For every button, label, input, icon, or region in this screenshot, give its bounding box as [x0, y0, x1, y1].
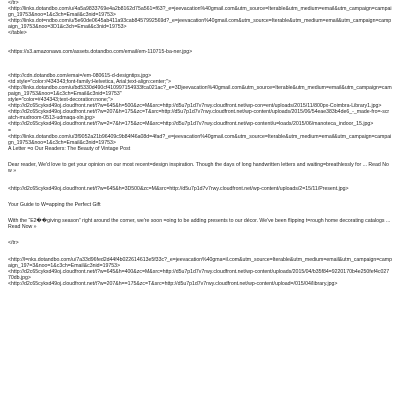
text-line: </table>	[8, 30, 27, 37]
text-line: style="color=#434343;text-decoration:none;">	[8, 97, 114, 104]
link-line[interactable]: <http://links.dotandbo.com/u/3f9052a21b96409c9b84f46a08d=4fad?_e=jeevacation%40gmail.com&utm_source=Iterable&utm_medium=email&utm_campaign=campaign_19753&noo=1&c3ch=Email&c3nid=19753>	[8, 133, 392, 146]
link-line[interactable]: <http://links.dot=ndbo.com/u/5e60de0645ab411a93cab8457992569d?_e=jeevacation%40gmail.com&utm_source=Iterable&utm_medium=email&utm_campaign=campaign_19753&noo=3D1&c3ch=Email&c3nid=19753>	[8, 18, 392, 31]
spacer	[8, 55, 392, 73]
article-title: A Letter =o Our Readers: The Beauty of Vintage Post	[8, 145, 131, 152]
article-excerpt: With the “E2��giving season” right around the corner, we're soon =oing to be adding presents to our décor. We've been flipping t=rough home decorating catalogs ... Read Now »	[8, 218, 391, 231]
link-line[interactable]: <http://links.dotandbo.com/u/bd5330d490cf410997154933fca021ac?_e=3Djeevacation%40gmail.com&utm_source=Iterable&utm_medium=email&utm_campaign=campaign_19753&noo=1&c3ch=Email&c3nid=19753"	[8, 84, 392, 97]
link-line[interactable]: <http://l=nks.dotandbo.com/u/7a33d96fed2d44f4b022614613e5f33c?_e=jeevacation%40gma=il.com&utm_source=Iterable&utm_medium=email&utm_campaign=campaign_197=3&noo=1&c3ch=Email&c3nid=19753>	[8, 256, 392, 269]
link-line[interactable]: <http://cdn.dotandbo.com/emai=/em-080615-d-designtips.jpg>	[8, 72, 152, 79]
spacer	[8, 247, 392, 257]
text-line: =	[8, 127, 12, 134]
text-line: </tr>	[8, 0, 19, 6]
article-excerpt: Dear reader, We'd love to get your opinion on our most recent=design inspiration. Though the days of long handwritten letters and waiting=breathlessly for ... Read Now »	[8, 161, 389, 174]
link-line[interactable]: <http://d2c65cykxd49oj.cloudfront.net/t?w=2=7&h=175&zc=M&src=http://d5u7p1d7v7rwy.cloudfront.net/wp-content/u=loads/2015/06/manoteca_indoor_15.jpg>	[8, 121, 374, 128]
link-line[interactable]: <http://links.dotandbo.com/u/4a5a9833769e4a2b8162d75a561=f63?_e=jeevacation%40gmail.com&utm_source=Iterable&utm_medium=email&utm_campaign=campaign_19753&noo=1&c3ch=Email&c3nid=19753>	[8, 6, 392, 19]
link-line[interactable]: <http://d2c65cykxd49oj.cloudfront.net/t?w=207&h==175&zc=T&src=http://d5u7p1d7v7rwy.cloudfront.net/wp-content/upload=/015/04/library.jpg>	[8, 280, 338, 287]
article-title: Your Guide to W=apping the Perfect Gift	[8, 202, 101, 209]
spacer	[8, 192, 392, 202]
link-line[interactable]: <https://s3.amazonaws.com/assets.dotandbo.com/email/em-110715-ba-ner.jpg>	[8, 48, 193, 55]
spacer	[8, 230, 392, 240]
spacer	[8, 208, 392, 218]
text-line: </tr>	[8, 240, 19, 247]
spacer	[8, 37, 392, 49]
email-source-document	[8, 0, 392, 287]
text-line: <td style="color:#434343;font-family:Helvetica, Arial;text-align:center;">	[8, 78, 171, 85]
link-line[interactable]: <http://d2c65cykxd49oj.cloudfront.net/t?w=207&h=175&zc=T&src=http://d5u7p1d7v7rwy.cloudfront.net/wp-content/uploads/2015/06/54eae383b4de6_-_made-fro=-scratch-mudroom-0513-udmaqa-xln.jpg>	[8, 109, 390, 122]
link-line[interactable]: <http://d2c65cykxd49oj.cloudfront.net/t?w=645&h=3D500&zc=M&src=http://d5u7p1d7v7rwy.cloudfront.net/wp-content/uploads/2=15/11/Present.jpg>	[8, 186, 349, 193]
link-line[interactable]: <http://d2c65cykxd49oj.cloudfront.net/t?w=645&h=500&zc=M&src=http://d5u7p1d7v7rwy.cloudfront.net/wp-con=ent/uploads/2015/11/800px-Coimbra-Library1.jpg>	[8, 103, 382, 110]
spacer	[8, 174, 392, 186]
link-line[interactable]: <http://d2c65cykxd49oj.cloudfront.net/t?w=645&h=400&zc=M&src=http://d5u7p1d7v7rwy.cloudfront.net/wp-content/uploads/2015/04/b35f84=9220170b4e250fef4c02770db.jpg>	[8, 268, 390, 281]
spacer	[8, 152, 392, 162]
